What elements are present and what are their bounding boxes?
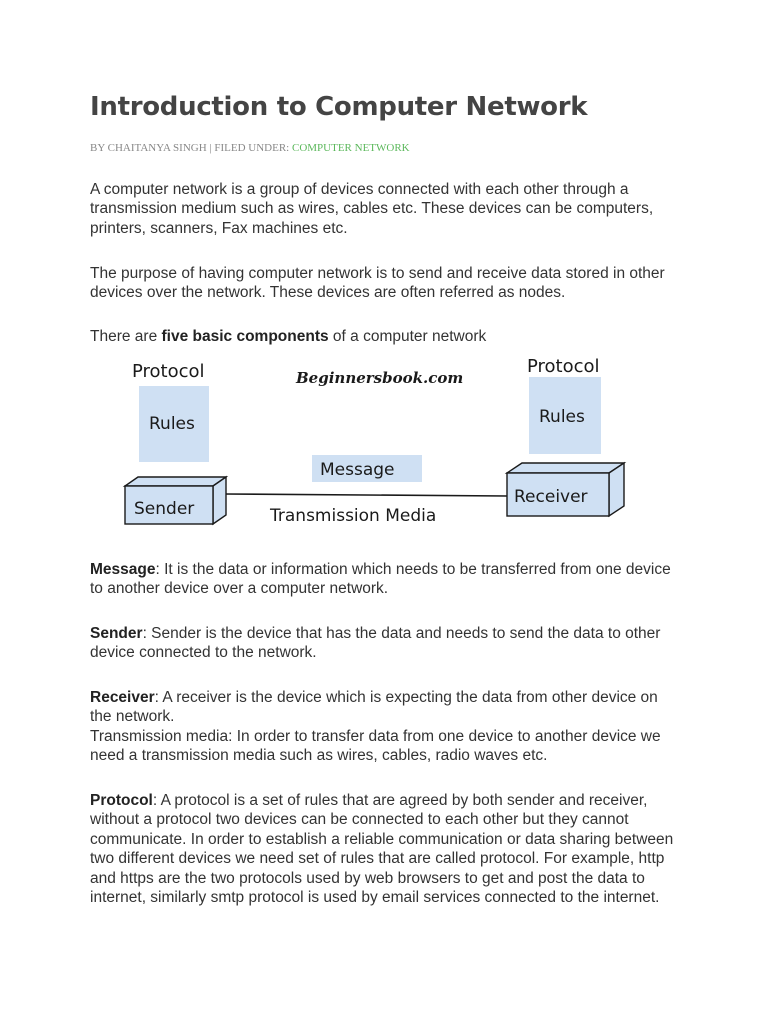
definition-sender	[90, 624, 680, 663]
receiver-side-face	[609, 463, 624, 516]
definition-message	[90, 560, 680, 599]
transmission-media-definition: Transmission media: In order to transfer data from one device to another device we need a transmission media such as wires, cables, radio waves etc.	[90, 727, 661, 765]
receiver-top-face	[507, 463, 624, 473]
byline	[90, 142, 410, 154]
sender-label: Sender	[134, 499, 195, 519]
right-rules-label: Rules	[539, 407, 585, 427]
protocol-term: Protocol	[90, 792, 153, 809]
intro-paragraph-3	[90, 327, 680, 346]
sender-side-face	[213, 477, 226, 524]
sender-top-face	[125, 477, 226, 486]
message-definition: : It is the data or information which needs to be transferred from one device to another device over a computer network.	[90, 561, 671, 598]
message-term: Message	[90, 561, 156, 578]
network-components-diagram	[90, 350, 650, 535]
sender-term: Sender	[90, 625, 143, 642]
page-title: Introduction to Computer Network	[90, 92, 588, 122]
transmission-line	[224, 494, 507, 496]
definition-receiver	[90, 688, 680, 766]
byline-author: BY CHAITANYA SINGH | FILED UNDER:	[90, 142, 292, 154]
category-link[interactable]: COMPUTER NETWORK	[291, 142, 410, 154]
receiver-label: Receiver	[514, 487, 588, 507]
message-label: Message	[320, 460, 395, 480]
receiver-device	[507, 463, 624, 516]
intro-p3-before: There are	[90, 328, 162, 345]
definition-protocol	[90, 791, 680, 907]
left-rules-label: Rules	[149, 414, 195, 434]
intro-paragraph-2: The purpose of having computer network is to send and receive data stored in other devices over the network. These devices are often referred as nodes.	[90, 265, 665, 302]
left-protocol-label: Protocol	[132, 361, 205, 382]
protocol-definition: : A protocol is a set of rules that are agreed by both sender and receiver, without a protocol two devices can be connected to each other but they cannot communicate. In order to establish a reliable communication or data sharing between two different devices we need set of rules that are called protocol. For example, http and https are the two protocols used by web browsers to get and post the data to internet, similarly smtp protocol is used by email services connected to the internet.	[90, 792, 674, 907]
receiver-term: Receiver	[90, 689, 155, 706]
intro-p3-after: of a computer network	[328, 328, 487, 345]
watermark-logo-text: Beginnersbook.com	[296, 369, 464, 387]
sender-definition: : Sender is the device that has the data and needs to send the data to other device connected to the network.	[90, 625, 661, 662]
intro-paragraph-1: A computer network is a group of devices connected with each other through a transmission medium such as wires, cables etc. These devices can be computers, printers, scanners, Fax machines etc.	[90, 181, 654, 237]
sender-device	[125, 477, 226, 524]
intro-p3-bold: five basic components	[161, 328, 329, 345]
right-protocol-label: Protocol	[527, 356, 600, 377]
receiver-definition: : A receiver is the device which is expecting the data from other device on the network.	[90, 689, 658, 726]
transmission-media-label: Transmission Media	[270, 506, 437, 526]
